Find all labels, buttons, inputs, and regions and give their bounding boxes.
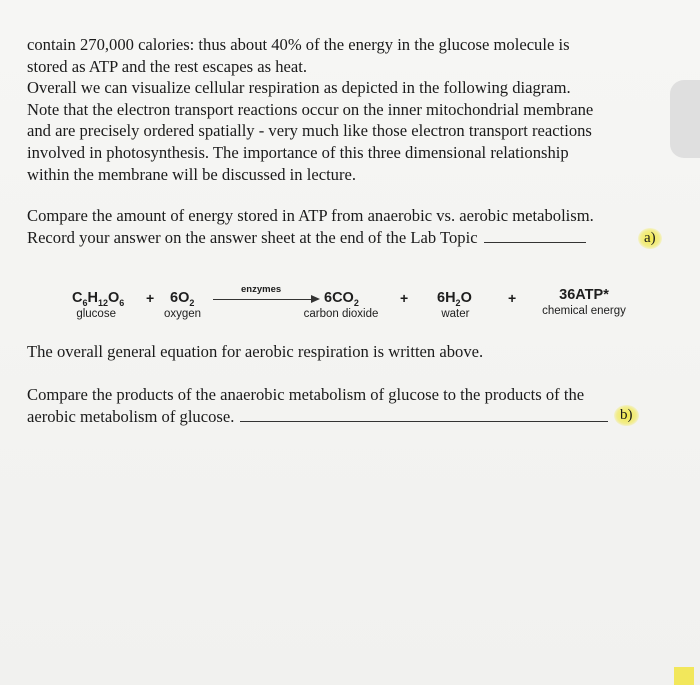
question-a-line2: [27, 227, 667, 249]
text-line: contain 270,000 calories: thus about 40% of the energy in the glucose molecule is: [27, 35, 570, 54]
plus-sign: +: [146, 290, 155, 306]
question-a: [27, 205, 667, 248]
glucose-term: [72, 290, 124, 320]
text-line: involved in photosynthesis. The importance of this three dimensional relationship: [27, 142, 569, 162]
reaction-arrow: [213, 299, 313, 300]
equation-caption: [27, 341, 667, 363]
oxygen-label: oxygen: [164, 307, 202, 320]
text-line: Note that the electron transport reactions occur on the inner mitochondrial membrane: [27, 99, 594, 119]
oxygen-formula: $6O_2$: [170, 290, 195, 308]
question-b-marker: b): [614, 405, 639, 426]
text-line: and are precisely ordered spatially - very much like those electron transport reactions: [27, 121, 592, 141]
highlight-mark: [674, 667, 694, 685]
question-a-line1: Compare the amount of energy stored in ATP from anaerobic vs. aerobic metabolism.: [27, 206, 594, 225]
arrow-label: enzymes: [241, 284, 282, 295]
atp-term: [538, 287, 630, 317]
caption-text: The overall general equation for aerobic respiration is written above.: [27, 342, 484, 361]
oxygen-term: [164, 290, 202, 320]
glucose-formula: $C_6H_{12}O_6$: [72, 290, 125, 308]
co2-label: carbon dioxide: [303, 307, 379, 320]
co2-formula: $6CO_2$: [324, 290, 359, 308]
question-b-line1: Compare the products of the anaerobic metabolism of glucose to the products of the: [27, 385, 585, 404]
intro-paragraph: [27, 34, 667, 185]
water-formula: $6H_2O$: [437, 290, 472, 308]
answer-blank-b[interactable]: [240, 420, 608, 422]
question-b-line2: [27, 406, 667, 428]
water-label: water: [441, 307, 470, 320]
answer-blank-a[interactable]: [484, 241, 586, 243]
question-a-marker: a): [638, 228, 662, 249]
atp-formula: 36ATP*: [559, 287, 609, 303]
glucose-label: glucose: [76, 307, 116, 320]
question-a-text: Record your answer on the answer sheet at the end of the Lab Topic: [27, 227, 478, 247]
text-line: within the membrane will be discussed in lecture.: [27, 164, 357, 184]
text-line: stored as ATP and the rest escapes as heat.: [27, 56, 308, 76]
text-line: Overall we can visualize cellular respiration as depicted in the following diagram.: [27, 78, 571, 98]
atp-label: chemical energy: [542, 305, 626, 317]
water-term: [437, 290, 472, 320]
question-b: [27, 384, 667, 427]
co2-term: [300, 290, 382, 320]
side-scroll-tab[interactable]: [670, 80, 700, 158]
plus-sign: +: [508, 290, 517, 306]
question-b-text: aerobic metabolism of glucose.: [27, 406, 235, 426]
plus-sign: +: [400, 290, 409, 306]
